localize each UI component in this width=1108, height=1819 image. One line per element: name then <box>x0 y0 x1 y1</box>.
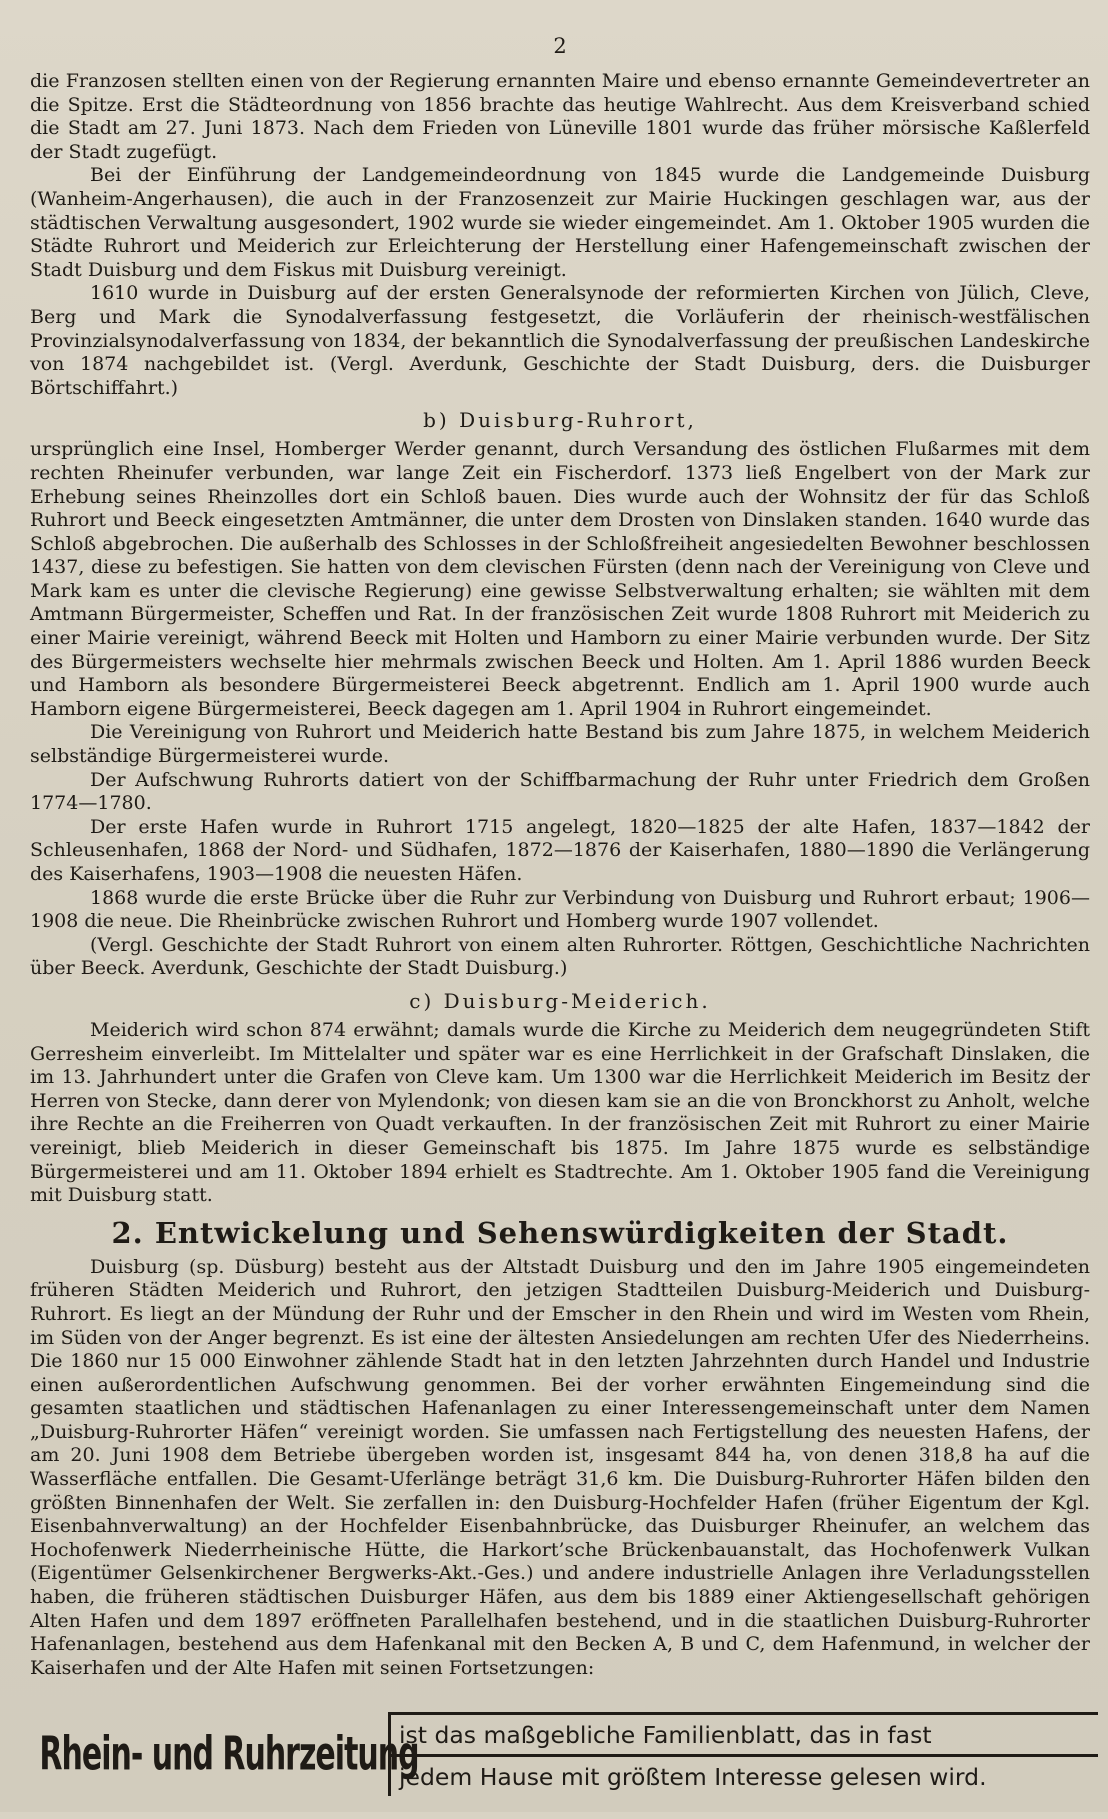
paragraph: 1610 wurde in Duisburg auf der ersten Generalsynode der reformierten Kirchen von Jülich, Cleve, Berg und Mark die Synodalverfassung festgesetzt, die Vorläuferin der rheinisch-westfälischen Provinzialsynodalverfassung von 1834, der bekanntlich die Synodalverfassung der preußischen Landeskirche von 1874 nachgebildet ist. (Vergl. Averdunk, Geschichte der Stadt Duisburg, ders. die Duisburger Börtschiffahrt.) <box>30 282 1090 399</box>
paragraph: Meiderich wird schon 874 erwähnt; damals wurde die Kirche zu Meiderich dem neugegründeten Stift Gerresheim einverleibt. Im Mittelalter und später war es eine Herrlichkeit in der Grafschaft Dinslaken, die im 13. Jahrhundert unter die Grafen von Cleve kam. Um 1300 war die Herrlichkeit Meiderich im Besitz der Herren von Stecke, dann derer von Mylendonk; von diesen kam sie an die von Bronckhorst zu Anholt, welche ihre Rechte an die Freiherren von Quadt verkauften. In der französischen Zeit mit Ruhrort zu einer Mairie vereinigt, blieb Meiderich in dieser Gemeinschaft bis 1875. Im Jahre 1875 wurde es selbständige Bürgermeisterei und am 11. Oktober 1894 erhielt es Stadtrechte. Am 1. Oktober 1905 fand die Vereinigung mit Duisburg statt. <box>30 1018 1090 1207</box>
paragraph: 1868 wurde die erste Brücke über die Ruhr zur Verbindung von Duisburg und Ruhrort erbaut; 1906—1908 die neue. Die Rheinbrücke zwischen Ruhrort und Homberg wurde 1907 vollendet. <box>30 886 1090 933</box>
paragraph: Der Aufschwung Ruhrorts datiert von der Schiffbarmachung der Ruhr unter Friedrich dem Großen 1774—1780. <box>30 768 1090 815</box>
advertisement-box <box>39 1712 1098 1796</box>
subheading-meiderich: c) Duisburg-Meiderich. <box>409 988 711 1013</box>
section-d-text <box>30 1256 1090 1681</box>
ad-brand-name: Rhein- und Ruhrzeitung <box>39 1726 419 1782</box>
subheading-ruhrort: b) Duisburg-Ruhrort, <box>423 408 697 433</box>
paragraph: Der erste Hafen wurde in Ruhrort 1715 angelegt, 1820—1825 der alte Hafen, 1837—1842 der Schleusenhafen, 1868 der Nord- und Südhafen, 1872—1876 der Kaiserhafen, 1880—1890 die Verlängerung des Kaiserhafens, 1903—1908 die neuesten Häfen. <box>30 815 1090 885</box>
paragraph: (Vergl. Geschichte der Stadt Ruhrort von einem alten Ruhrorter. Röttgen, Geschichtliche Nachrichten über Beeck. Averdunk, Geschichte der Stadt Duisburg.) <box>30 933 1090 980</box>
section-a-text <box>30 70 1090 400</box>
paragraph: Bei der Einführung der Landgemeindeordnung von 1845 wurde die Landgemeinde Duisburg (Wanheim-Angerhausen), die auch in der Franzosenzeit zur Mairie Huckingen geschlagen war, aus der städtischen Verwaltung ausgesondert, 1902 wurde sie wieder eingemeindet. Am 1. Oktober 1905 wurden die Städte Ruhrort und Meiderich zur Erleichterung der Herstellung einer Hafengemeinschaft zwischen der Stadt Duisburg und dem Fiskus mit Duisburg vereinigt. <box>30 164 1090 281</box>
ad-text-box <box>388 1712 1098 1796</box>
section-heading: 2. Entwickelung und Sehenswürdigkeiten der Stadt. <box>111 1215 1009 1250</box>
section-c-text <box>30 1019 1090 1208</box>
section-b-text <box>30 438 1090 981</box>
paragraph: Duisburg (sp. Düsburg) besteht aus der Altstadt Duisburg und den im Jahre 1905 eingemeindeten früheren Städten Meiderich und Ruhrort, den jetzigen Stadtteilen Duisburg-Meiderich und Duisburg-Ruhrort. Es liegt an der Mündung der Ruhr und der Emscher in den Rhein und wird im Westen vom Rhein, im Süden von der Anger begrenzt. Es ist eine der ältesten Ansiedelungen am rechten Ufer des Niederrheins. Die 1860 nur 15 000 Einwohner zählende Stadt hat in den letzten Jahrzehnten durch Handel und Industrie einen außerordentlichen Aufschwung genommen. Bei der vorher erwähnten Eingemeindung sind die gesamten staatlichen und städtischen Hafenanlagen zu einer Interessengemeinschaft unter dem Namen „Duisburg-Ruhrorter Häfen“ vereinigt worden. Sie umfassen nach Fertigstellung des neuesten Hafens, der am 20. Juni 1908 dem Betriebe übergeben worden ist, insgesamt 844 ha, von denen 318,8 ha auf die Wasserfläche entfallen. Die Gesamt-Uferlänge beträgt 31,6 km. Die Duisburg-Ruhrorter Häfen bilden den größten Binnenhafen der Welt. Sie zerfallen in: den Duisburg-Hochfelder Hafen (früher Eigentum der Kgl. Eisenbahnverwaltung) an der Hochfelder Eisenbahnbrücke, das Duisburger Rheinufer, an welchem das Hochofenwerk Niederrheinische Hütte, die Harkort’sche Brückenbauanstalt, das Hochofenwerk Vulkan (Eigentümer Gelsenkirchener Bergwerks-Akt.-Ges.) und andere industrielle Anlagen ihre Verladungsstellen haben, die früheren städtischen Duisburger Häfen, aus dem bis 1889 einer Aktiengesellschaft gehörigen Alten Hafen und dem 1897 eröffneten Parallelhafen bestehend, und in die staatlichen Duisburg-Ruhrorter Hafenanlagen, bestehend aus dem Hafenkanal mit den Becken A, B und C, dem Hafenmund, in welcher der Kaiserhafen und der Alte Hafen mit seinen Fortsetzungen: <box>30 1255 1090 1679</box>
paragraph: die Franzosen stellten einen von der Regierung ernannten Maire und ebenso ernannte Gemeindevertreter an die Spitze. Erst die Städteordnung von 1856 brachte das heutige Wahlrecht. Aus dem Kreisverband schied die Stadt am 27. Juni 1873. Nach dem Frieden von Lüneville 1801 wurde das früher mörsische Kaßlerfeld der Stadt zugefügt. <box>30 70 1090 163</box>
ad-line-1: ist das maßgebliche Familienblatt, das in fast <box>399 1720 932 1749</box>
page-number: 2 <box>553 34 567 58</box>
paragraph: Die Vereinigung von Ruhrort und Meiderich hatte Bestand bis zum Jahre 1875, in welchem Meiderich selbständige Bürgermeisterei wurde. <box>30 721 1090 768</box>
ad-line-2: jedem Hause mit größtem Interesse gelesen wird. <box>391 1754 1098 1796</box>
paragraph: ursprünglich eine Insel, Homberger Werder genannt, durch Versandung des östlichen Flußarmes mit dem rechten Rheinufer verbunden, war lange Zeit ein Fischerdorf. 1373 ließ Engelbert von der Mark zur Erhebung seines Rheinzolles dort ein Schloß bauen. Dies wurde auch der Wohnsitz der für das Schloß Ruhrort und Beeck eingesetzten Amtmänner, die unter dem Drosten von Dinslaken standen. 1640 wurde das Schloß abgebrochen. Die außerhalb des Schlosses in der Schloßfreiheit angesiedelten Bewohner beschlossen 1437, diese zu befestigen. Sie hatten von dem clevischen Fürsten (denn nach der Vereinigung von Cleve und Mark kam es unter die clevische Regierung) eine gewisse Selbstverwaltung erhalten; sie wählten mit dem Amtmann Bürgermeister, Scheffen und Rat. In der französischen Zeit wurde 1808 Ruhrort mit Meiderich zu einer Mairie vereinigt, während Beeck mit Holten und Hamborn zu einer Mairie verbunden wurde. Der Sitz des Bürgermeisters wechselte hier mehrmals zwischen Beeck und Holten. Am 1. April 1886 wurden Beeck und Hamborn als besondere Bürgermeisterei Beeck abgetrennt. Endlich am 1. April 1900 wurde auch Hamborn eigene Bürgermeisterei, Beeck dagegen am 1. April 1904 in Ruhrort eingemeindet. <box>30 438 1090 720</box>
